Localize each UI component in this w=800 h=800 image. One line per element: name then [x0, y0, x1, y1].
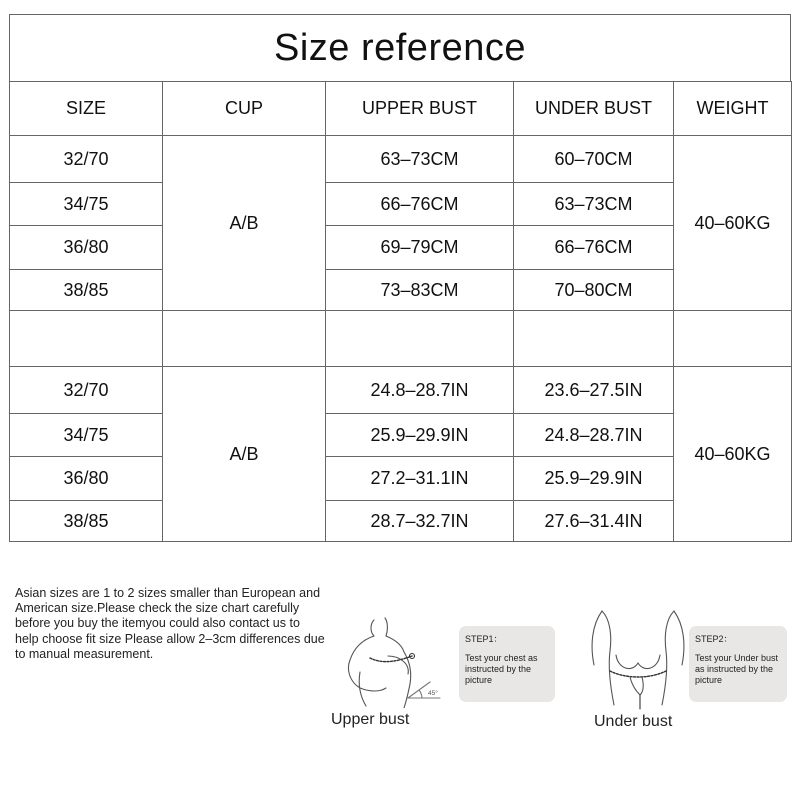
header-row: [10, 82, 792, 136]
size-cell: 38/85: [10, 270, 163, 311]
header-upper-bust: UPPER BUST: [326, 82, 514, 136]
step1-title: STEP1：: [465, 634, 503, 644]
table-row: [10, 136, 792, 183]
empty-cell: [326, 311, 514, 367]
upper-bust-caption: Upper bust: [331, 711, 410, 728]
size-cell: 34/75: [10, 183, 163, 226]
under-bust-cell: 27.6–31.4IN: [514, 501, 674, 542]
angle-label: 45°: [428, 690, 438, 697]
step2-text: Test your Under bust as instructed by the picture: [695, 653, 779, 685]
header-under-bust: UNDER BUST: [514, 82, 674, 136]
upper-bust-cell: 63–73CM: [326, 136, 514, 183]
empty-cell: [514, 311, 674, 367]
empty-cell: [674, 311, 792, 367]
size-cell: 32/70: [10, 136, 163, 183]
header-cup: CUP: [163, 82, 326, 136]
chart-title-box: [9, 14, 791, 81]
header-weight: WEIGHT: [674, 82, 792, 136]
step2-box: [689, 626, 787, 702]
size-note: Asian sizes are 1 to 2 sizes smaller than European and American size.Please check the size chart carefully before you buy the itemyou could also contact us to help choose fit size Please allow 2–3cm differences due to manual measurement.: [15, 586, 325, 661]
chart-title: Size reference: [273, 26, 526, 69]
upper-bust-cell: 25.9–29.9IN: [326, 414, 514, 457]
size-cell: 36/80: [10, 226, 163, 270]
size-cell: 38/85: [10, 501, 163, 542]
upper-bust-illustration: [330, 612, 448, 708]
upper-bust-cell: 27.2–31.1IN: [326, 457, 514, 501]
upper-bust-cell: 28.7–32.7IN: [326, 501, 514, 542]
under-bust-cell: 25.9–29.9IN: [514, 457, 674, 501]
under-bust-cell: 60–70CM: [514, 136, 674, 183]
step1-text: Test your chest as instructed by the picture: [465, 653, 538, 685]
step2-title: STEP2：: [695, 634, 733, 644]
size-cell: 36/80: [10, 457, 163, 501]
size-table: [9, 81, 792, 542]
weight-cell: 40–60KG: [674, 136, 792, 311]
upper-bust-cell: 24.8–28.7IN: [326, 367, 514, 414]
empty-cell: [10, 311, 163, 367]
under-bust-cell: 63–73CM: [514, 183, 674, 226]
upper-bust-cell: 66–76CM: [326, 183, 514, 226]
under-bust-cell: 24.8–28.7IN: [514, 414, 674, 457]
under-bust-cell: 70–80CM: [514, 270, 674, 311]
separator-row: [10, 311, 792, 367]
step1-box: [459, 626, 555, 702]
upper-bust-cell: 69–79CM: [326, 226, 514, 270]
size-cell: 34/75: [10, 414, 163, 457]
cup-cell: A/B: [163, 367, 326, 542]
under-bust-cell: 23.6–27.5IN: [514, 367, 674, 414]
under-bust-illustration: [580, 605, 698, 710]
under-bust-caption: Under bust: [594, 713, 673, 730]
cup-cell: A/B: [163, 136, 326, 311]
upper-bust-cell: 73–83CM: [326, 270, 514, 311]
weight-cell: 40–60KG: [674, 367, 792, 542]
header-size: SIZE: [10, 82, 163, 136]
size-cell: 32/70: [10, 367, 163, 414]
table-row: [10, 367, 792, 414]
empty-cell: [163, 311, 326, 367]
under-bust-cell: 66–76CM: [514, 226, 674, 270]
